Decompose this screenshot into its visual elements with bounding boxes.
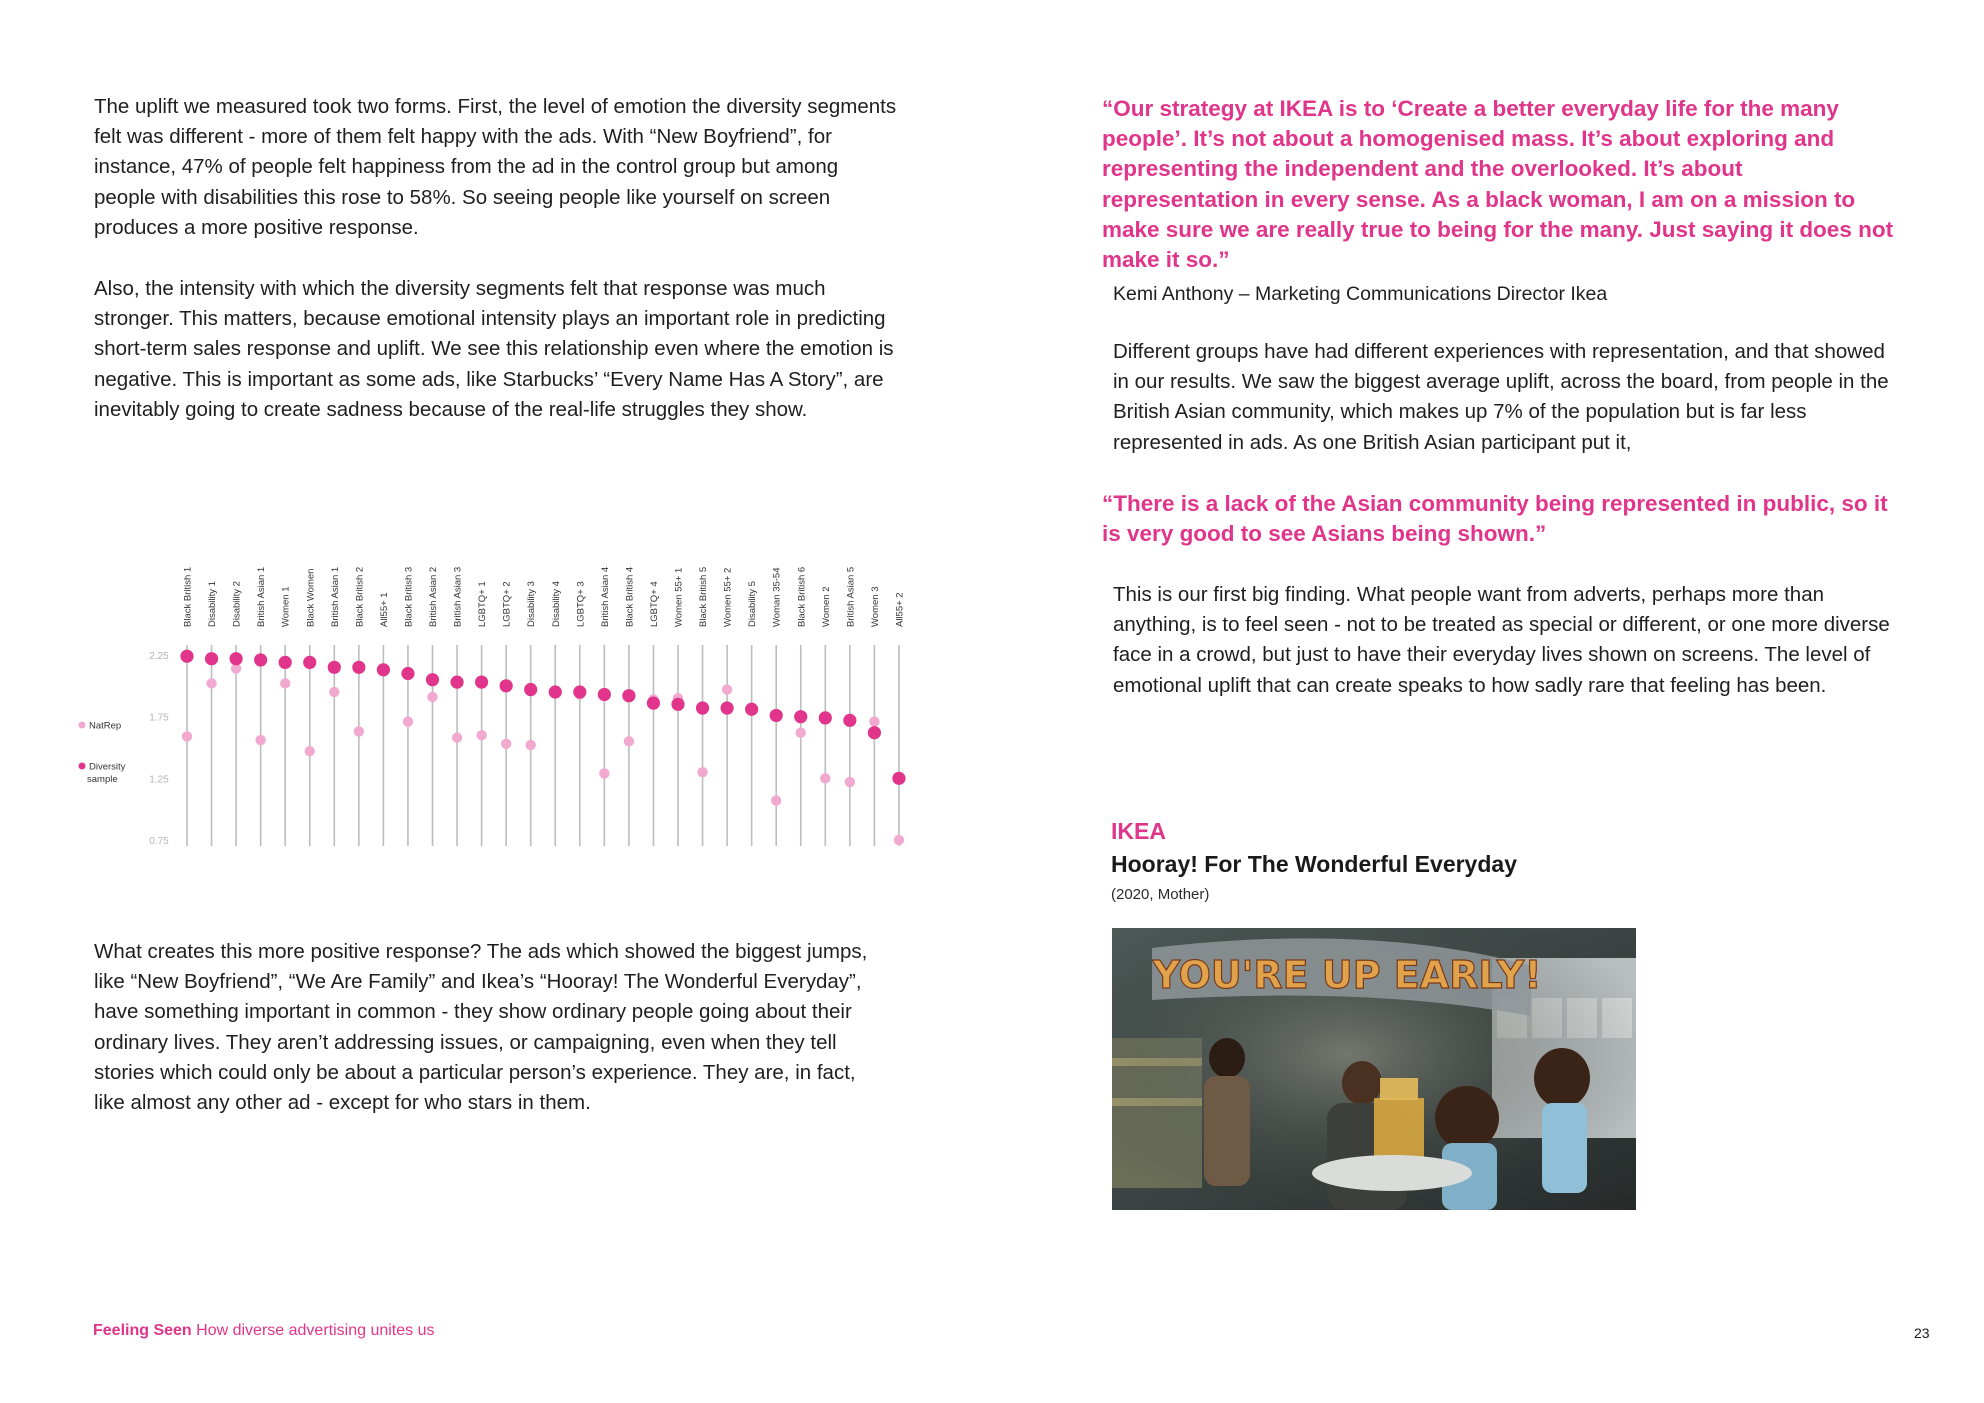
paragraph-intensity: Also, the intensity with which the diversity segments felt that response was much stronger. This matters, because emotional intensity plays an important role in predicting short-term sales response and uplift. We see this relationship even where the emotion is negative. This is important as some ads, like Starbucks’ “Every Name Has A Story”, are inevitably going to create sadness because of the real-life struggles they show.: [94, 277, 894, 421]
ad-title: Hooray! For The Wonderful Everyday: [1111, 851, 1517, 877]
category-label: Disability 3: [526, 581, 538, 627]
category-label: Black British 1: [182, 566, 194, 627]
natrep-point: [452, 732, 462, 742]
diversity-point: [205, 652, 218, 665]
natrep-point: [820, 773, 830, 783]
diversity-point: [450, 676, 463, 689]
natrep-point: [280, 678, 290, 688]
natrep-point: [796, 728, 806, 738]
legend-natrep-label: NatRep: [89, 720, 122, 732]
category-label: LGBTQ+ 1: [477, 581, 489, 627]
paragraph-british-asian: Different groups have had different experiences with representation, and that showed in our results. We saw the biggest average uplift, across the board, from people in the British Asian community, which makes up 7% of the population but is far less represented in ads. As one British Asian participant put it,: [1113, 340, 1889, 454]
diversity-point: [721, 701, 734, 714]
category-label: LGBTQ+ 3: [575, 581, 587, 627]
natrep-point: [894, 835, 904, 845]
diversity-point: [377, 663, 390, 676]
category-label: Women 1: [280, 586, 292, 627]
category-label: Women 55+ 1: [673, 567, 685, 627]
category-label: Black British 2: [354, 566, 366, 627]
participant-pull-quote: [1102, 489, 1903, 549]
legend-diversity-label: Diversity: [89, 761, 126, 773]
diversity-point: [819, 711, 832, 724]
natrep-point: [869, 716, 879, 726]
category-label: Women 55+ 2: [722, 567, 734, 627]
natrep-point: [697, 767, 707, 777]
category-label: British Asian 3: [452, 566, 464, 627]
ad-brand: IKEA: [1111, 818, 1166, 844]
natrep-point: [599, 768, 609, 778]
category-label: British Asian 1: [256, 566, 268, 627]
natrep-point: [624, 736, 634, 746]
natrep-point: [476, 730, 486, 740]
diversity-point: [671, 698, 684, 711]
natrep-point: [255, 735, 265, 745]
diversity-point: [279, 656, 292, 669]
diversity-point: [475, 676, 488, 689]
category-label: LGBTQ+ 2: [501, 581, 513, 627]
natrep-point: [526, 740, 536, 750]
diversity-point: [794, 710, 807, 723]
ad-meta: (2020, Mother): [1111, 886, 1210, 903]
y-tick-label: 0.75: [149, 836, 169, 847]
page-number: 23: [1914, 1325, 1930, 1341]
diversity-point: [180, 650, 193, 663]
y-tick-label: 1.25: [149, 774, 169, 786]
diversity-point: [352, 661, 365, 674]
diversity-point: [549, 685, 562, 698]
footer-title: [93, 1322, 434, 1340]
category-label: British Asian 4: [599, 566, 611, 627]
diversity-point: [598, 688, 611, 701]
category-label: British Asian 1: [329, 566, 341, 627]
category-label: Black British 6: [796, 566, 808, 627]
natrep-point: [403, 716, 413, 726]
natrep-point: [501, 739, 511, 749]
footer-subtitle: How diverse advertising unites us: [191, 1322, 435, 1339]
legend-diversity-label-line2: sample: [87, 774, 118, 785]
natrep-point: [305, 746, 315, 756]
category-label: Disability 2: [231, 581, 243, 627]
diversity-point: [573, 685, 586, 698]
dot-plot-chart: [70, 530, 930, 860]
legend-diversity-marker: [79, 763, 86, 770]
natrep-point: [427, 692, 437, 702]
category-label: British Asian 5: [845, 566, 857, 627]
natrep-point: [771, 795, 781, 805]
category-label: British Asian 2: [428, 566, 439, 627]
diversity-point: [328, 661, 341, 674]
category-label: Disability 5: [747, 581, 759, 627]
footer-title-bold: Feeling Seen: [93, 1322, 192, 1339]
diversity-point: [696, 701, 709, 714]
natrep-point: [354, 726, 364, 736]
ikea-pull-quote: [1102, 94, 1903, 275]
y-tick-label: 2.25: [149, 651, 169, 662]
legend-natrep-marker: [79, 722, 86, 729]
diversity-point: [426, 673, 439, 686]
paragraph-positive-response: What creates this more positive response? The ads which showed the biggest jumps, like “New Boyfriend”, “We Are Family” and Ikea’s “Hooray! The Wonderful Everyday”, have something important in common - they show ordinary people going about their ordinary lives. They aren’t addressing issues, or campaigning, even when they tell stories which could only be about a particular person’s experience. They are, in fact, like almost any other ad - except for who stars in them.: [94, 940, 868, 1115]
natrep-point: [845, 777, 855, 787]
category-label: Black Women: [305, 568, 317, 627]
quote-attribution: Kemi Anthony – Marketing Communications Director Ikea: [1113, 283, 1608, 305]
diversity-point: [745, 703, 758, 716]
y-tick-label: 1.75: [149, 712, 169, 724]
natrep-point: [182, 731, 192, 741]
category-label: Black British 4: [624, 566, 636, 627]
diversity-point: [524, 683, 537, 696]
category-label: Women 2: [820, 586, 832, 627]
category-label: LGBTQ+ 4: [648, 581, 660, 627]
diversity-point: [254, 653, 267, 666]
diversity-point: [622, 689, 635, 702]
diversity-point: [500, 679, 513, 692]
diversity-point: [892, 772, 905, 785]
participant-quote-text: “There is a lack of the Asian community being represented in public, so it is very good to see Asians being shown.”: [1102, 491, 1888, 547]
diversity-point: [868, 726, 881, 739]
natrep-point: [206, 678, 216, 688]
diversity-point: [770, 709, 783, 722]
category-label: Black British 5: [698, 566, 710, 627]
paragraph-uplift-forms: The uplift we measured took two forms. First, the level of emotion the diversity segments felt was different - more of them felt happy with the ads. With “New Boyfriend”, for instance, 47% of people felt happiness from the ad in the control group but among people with disabilities this rose to 58%. So seeing people like yourself on screen produces a more positive response.: [94, 95, 897, 239]
diversity-point: [401, 667, 414, 680]
natrep-point: [722, 684, 732, 694]
diversity-point: [843, 714, 856, 727]
category-label: Black British 3: [403, 566, 415, 627]
category-label: Disability 4: [550, 581, 562, 627]
category-label: All55+ 2: [894, 592, 906, 627]
category-label: Women 3: [869, 586, 881, 627]
category-label: All55+ 1: [378, 592, 390, 627]
paragraph-first-finding: This is our first big finding. What people want from adverts, perhaps more than anything, is to feel seen - not to be treated as special or different, or one more diverse face in a crowd, but just to have their everyday lives shown on screens. The level of emotional uplift that can create speaks to how sadly rare that feeling has been.: [1113, 583, 1890, 697]
banner-text: YOU'RE UP EARLY!: [1152, 953, 1542, 997]
ikea-quote-text: “Our strategy at IKEA is to ‘Create a better everyday life for the many people’. It’s not about a homogenised mass. It’s about exploring and representing the independent and the overlooked. It’s about representation in every sense. As a black woman, I am on a mission to make sure we are really true to being for the many. Just saying it does not make it so.”: [1102, 96, 1894, 273]
ad-still-image: [1112, 928, 1636, 1210]
diversity-point: [647, 697, 660, 710]
natrep-point: [329, 687, 339, 697]
diversity-point: [303, 656, 316, 669]
category-label: Woman 35-54: [771, 567, 783, 627]
diversity-point: [230, 652, 243, 665]
category-label: Disability 1: [207, 581, 219, 627]
